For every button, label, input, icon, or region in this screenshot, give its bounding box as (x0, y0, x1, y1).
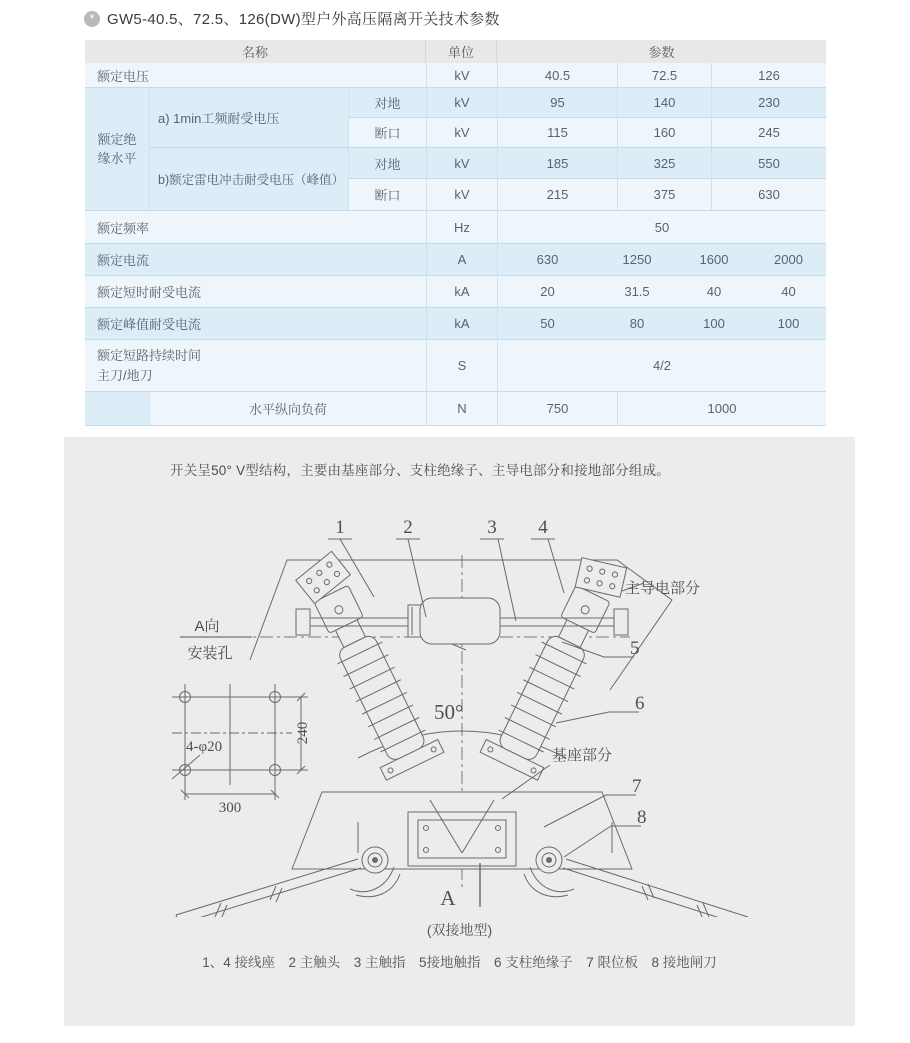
a-marker-label: A (440, 886, 456, 910)
callout-2: 2 (403, 517, 413, 538)
cell-shorttime-unit: kA (426, 276, 497, 308)
cell-insulation-group: 额定绝缘水平 (85, 88, 149, 211)
callout-6: 6 (635, 693, 645, 714)
callout-4: 4 (538, 517, 548, 538)
cell-current-v3: 1600 (677, 244, 751, 276)
diagram-intro-text: 开关呈50° V型结构，主要由基座部分、支柱绝缘子、主导电部分和接地部分组成。 (170, 463, 670, 478)
cell-ins-r2-sub: 断口 (348, 118, 426, 148)
cell-voltage-v2: 72.5 (617, 63, 711, 88)
cell-ins-r2-v2: 160 (617, 118, 711, 148)
main-contact-box (420, 598, 500, 644)
cell-ins-r3-v3: 550 (711, 148, 826, 179)
cell-shorttime-v2: 31.5 (597, 276, 677, 308)
cell-ins-r4-v3: 630 (711, 179, 826, 211)
label-main-conductive: 主导电部分 (625, 580, 701, 597)
cell-ins-r3-v2: 325 (617, 148, 711, 179)
bullet-icon: * (84, 11, 100, 27)
cell-peak-unit: kA (426, 308, 497, 340)
cell-insulation-b: b)额定雷电冲击耐受电压（峰值） (149, 148, 348, 211)
cell-voltage-v3: 126 (711, 63, 826, 88)
duration-line1: 额定短路持续时间 (97, 347, 202, 363)
cell-peak-v2: 80 (597, 308, 677, 340)
callout-3: 3 (487, 517, 497, 538)
spec-table (85, 40, 826, 426)
cell-load-v2: 1000 (617, 392, 826, 426)
cell-voltage-v1: 40.5 (497, 63, 617, 88)
angle-label: 50° (434, 700, 464, 724)
cell-ins-r4-sub: 断口 (348, 179, 426, 211)
cell-shorttime-v1: 20 (497, 276, 597, 308)
cell-current-v1: 630 (497, 244, 597, 276)
mounting-holes-label: 安装孔 (187, 645, 233, 662)
cell-ins-r1-v1: 95 (497, 88, 617, 118)
cell-voltage-name: 额定电压 (85, 63, 426, 88)
duration-line2: 主刀/地刀 (97, 367, 153, 383)
page-title: GW5-40.5、72.5、126(DW)型户外高压隔离开关技术参数 (107, 11, 500, 28)
cell-insulation-a: a) 1min工频耐受电压 (149, 88, 348, 148)
cell-duration-name (85, 340, 426, 392)
callout-1: 1 (335, 517, 345, 538)
cell-freq-name: 额定频率 (85, 211, 426, 244)
col-header-name: 名称 (85, 40, 426, 63)
cell-shorttime-v4: 40 (751, 276, 826, 308)
cell-load-name: 水平纵向负荷 (149, 392, 426, 426)
cell-shorttime-v3: 40 (677, 276, 751, 308)
cell-ins-r1-v2: 140 (617, 88, 711, 118)
view-a-label: A向 (194, 618, 220, 635)
cell-ins-r1-unit: kV (426, 88, 497, 118)
parts-legend: 1、4 接线座 2 主触头 3 主触指 5接地触指 6 支柱绝缘子 7 限位板 8 接地闸刀 (202, 955, 717, 970)
cell-freq-unit: Hz (426, 211, 497, 244)
cell-ins-r2-v3: 245 (711, 118, 826, 148)
switch-structure-drawing (64, 497, 855, 917)
cell-ins-r3-sub: 对地 (348, 148, 426, 179)
mounting-hole-inset (172, 618, 311, 816)
cell-duration-unit: S (426, 340, 497, 392)
cell-peak-name: 额定峰值耐受电流 (85, 308, 426, 340)
cell-load-unit: N (426, 392, 497, 426)
dim-240: 240 (295, 721, 311, 745)
cell-ins-r4-v2: 375 (617, 179, 711, 211)
callout-7: 7 (632, 776, 642, 797)
cell-ins-r2-v1: 115 (497, 118, 617, 148)
base-part (292, 792, 632, 869)
type-note: (双接地型) (426, 922, 493, 938)
cell-ins-r4-v1: 215 (497, 179, 617, 211)
cell-freq-value: 50 (497, 211, 826, 244)
cell-voltage-unit: kV (426, 63, 497, 88)
cell-peak-v1: 50 (497, 308, 597, 340)
diagram-panel (64, 437, 855, 1026)
col-header-unit: 单位 (426, 40, 497, 63)
cell-current-v2: 1250 (597, 244, 677, 276)
col-header-param: 参数 (497, 40, 826, 63)
cell-ins-r4-unit: kV (426, 179, 497, 211)
cell-peak-v3: 100 (677, 308, 751, 340)
cell-peak-v4: 100 (751, 308, 826, 340)
cell-shorttime-name: 额定短时耐受电流 (85, 276, 426, 308)
callout-5: 5 (630, 638, 640, 659)
cell-ins-r1-v3: 230 (711, 88, 826, 118)
dim-300: 300 (218, 800, 242, 816)
cell-duration-value: 4/2 (497, 340, 826, 392)
cell-ins-r2-unit: kV (426, 118, 497, 148)
cell-current-unit: A (426, 244, 497, 276)
page-header (84, 8, 500, 29)
holes-spec-label: 4-φ20 (186, 739, 223, 755)
cell-current-name: 额定电流 (85, 244, 426, 276)
cell-load-v1: 750 (497, 392, 617, 426)
cell-ins-r3-v1: 185 (497, 148, 617, 179)
cell-ins-r1-sub: 对地 (348, 88, 426, 118)
callout-8: 8 (637, 807, 647, 828)
right-insulator (480, 546, 638, 781)
cell-ins-r3-unit: kV (426, 148, 497, 179)
cell-current-v4: 2000 (751, 244, 826, 276)
label-base-part: 基座部分 (552, 747, 613, 764)
cell-load-stub (85, 392, 149, 426)
